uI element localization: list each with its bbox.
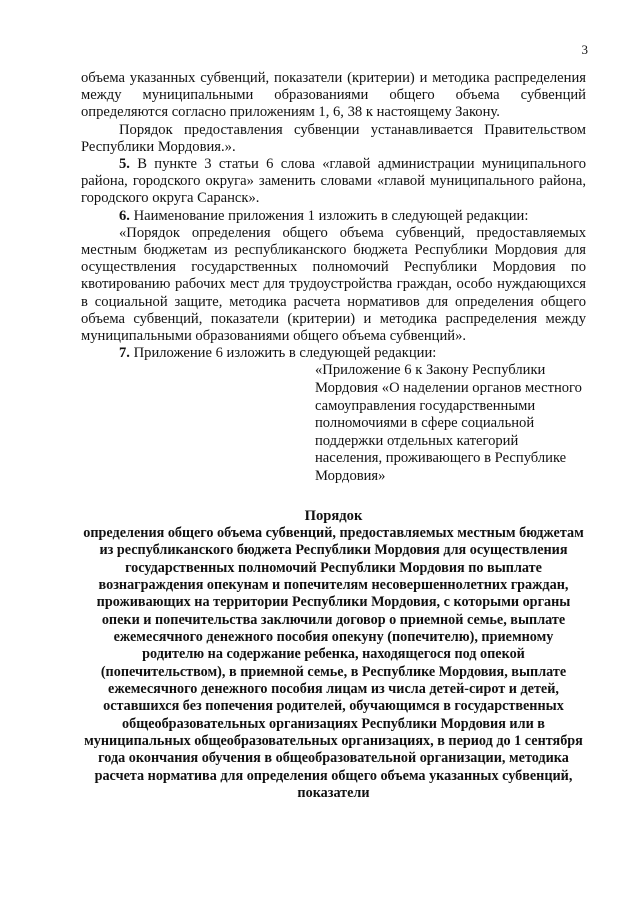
item-text-7: Приложение 6 изложить в следующей редакции: [129,345,437,362]
paragraph-item-6 [81,208,586,225]
paragraph-2: Порядок предоставления субвенции устанавливается Правительством Республики Мордовия.». [81,121,586,155]
document-subtitle: определения общего объема субвенций, предоставляемых местным бюджетам из республиканского бюджета Республики Мордовия для осуществления государственных полномочий Республики Мордовия по выплате вознаграждения опекунам и попечителям несовершеннолетних граждан, проживающих на территории Республики Мордовия, с которыми органы опеки и попечительства заключили договор о приемной семье, выплате ежемесячного денежного пособия опекуну (попечителю), приемному родителю на содержание ребенка, находящегося под опекой (попечительством), в приемной семье, в Республике Мордовия, выплате ежемесячного денежного пособия лицам из числа детей-сирот и детей, оставшихся без попечения родителей, обучающимся в государственных общеобразовательных организациях Республики Мордовия или в муниципальных общеобразовательных организациях, в период до 1 сентября года окончания обучения в общеобразовательной организации, методика расчета норматива для определения общего объема указанных субвенций, показатели [83,524,584,802]
item-text-5: В пункте 3 статьи 6 слова «главой администрации муниципального района, городского округа» заменить словами «главой муниципального района, городского округа Саранск». [81,156,586,207]
appendix-reference: «Приложение 6 к Закону Республики Мордовия «О наделении органов местного самоуправления государственными полномочиями в сфере социальной поддержки отдельных категорий населения, проживающего в Республике Мордовия» [315,362,582,485]
item-number-6: 6. [119,207,130,224]
paragraph-item-5 [81,156,586,208]
paragraph-item-7 [81,345,586,362]
item-number-5: 5. [119,156,130,173]
document-body [81,70,586,802]
page-number: 3 [581,42,588,57]
paragraph-1: объема указанных субвенций, показатели (критерии) и методика распределения между муниципальными образованиями общего объема субвенций определяются согласно приложениям 1, 6, 38 к настоящему Закону. [81,70,586,121]
document-title: Порядок [304,507,363,524]
item-number-7: 7. [119,345,130,362]
paragraph-quote: «Порядок определения общего объема субвенций, предоставляемых местным бюджетам из республиканского бюджета Республики Мордовия для осуществления государственных полномочий Республики Мордовия по квотированию рабочих мест для трудоустройства граждан, особо нуждающихся в социальной защите, методика расчета нормативов для определения общего объема субвенций, показатели (критерии) и методика распределения между муниципальными образованиями общего объема субвенций». [81,224,586,345]
item-text-6: Наименование приложения 1 изложить в следующей редакции: [129,207,529,224]
